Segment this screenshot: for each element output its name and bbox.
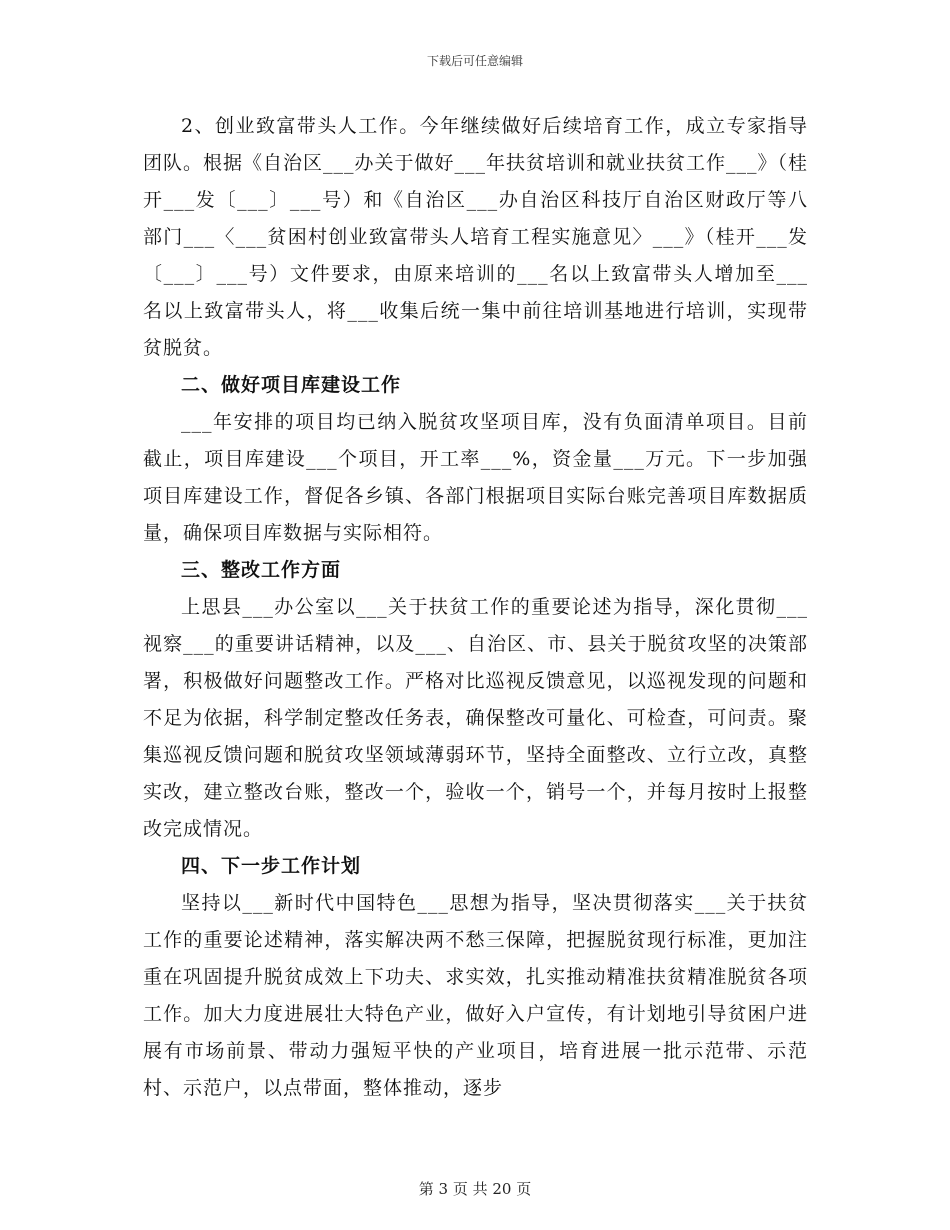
paragraph-project-library: ___年安排的项目均已纳入脱贫攻坚项目库，没有负面清单项目。目前截止，项目库建设___个项目，开工率___%，资金量___万元。下一步加强项目库建设工作，督促各乡镇、各部门根据项目实际台账完善项目库数据质量，确保项目库数据与实际相符。 — [143, 411, 808, 544]
paragraph-entrepreneur-leaders: 2、创业致富带头人工作。今年继续做好后续培育工作，成立专家指导团队。根据《自治区___办关于做好___年扶贫培训和就业扶贫工作___》（桂开___发〔___〕___号）和《自治区___办自治区科技厅自治区财政厅等八部门___〈___贫困村创业致富带头人培育工程实施意见〉___》（桂开___发〔___〕___号）文件要求，由原来培训的___名以上致富带头人增加至___名以上致富带头人，将___收集后统一集中前往培训基地进行培训，实现带贫脱贫。 — [143, 115, 809, 359]
heading-project-library: 二、做好项目库建设工作 — [181, 374, 402, 396]
page-header: 下载后可任意编辑 — [426, 54, 523, 68]
heading-rectification: 三、整改工作方面 — [181, 559, 342, 581]
paragraph-rectification: 上思县___办公室以___关于扶贫工作的重要论述为指导，深化贯彻___视察___的重要讲话精神，以及___、自治区、市、县关于脱贫攻坚的决策部署，积极做好问题整改工作。严格对比巡视反馈意见，以巡视发现的问题和不足为依据，科学制定整改任务表，确保整改可量化、可检查，可问责。聚集巡视反馈问题和脱贫攻坚领域薄弱环节，坚持全面整改、立行立改，真整实改，建立整改台账，整改一个，验收一个，销号一个，并每月按时上报整改完成情况。 — [143, 596, 808, 840]
paragraph-next-plan: 坚持以___新时代中国特色___思想为指导，坚决贯彻落实___关于扶贫工作的重要论述精神，落实解决两不愁三保障，把握脱贫现行标准，更加注重在巩固提升脱贫成效上下功夫、求实效，扎实推动精准扶贫精准脱贫各项工作。加大力度进展壮大特色产业，做好入户宣传，有计划地引导贫困户进展有市场前景、带动力强短平快的产业项目，培育进展一批示范带、示范村、示范户，以点带面，整体推动，逐步 — [143, 892, 808, 1099]
document-body — [143, 108, 808, 1107]
page-number: 第 3 页 共 20 页 — [418, 1180, 532, 1198]
heading-next-plan: 四、下一步工作计划 — [181, 855, 362, 877]
